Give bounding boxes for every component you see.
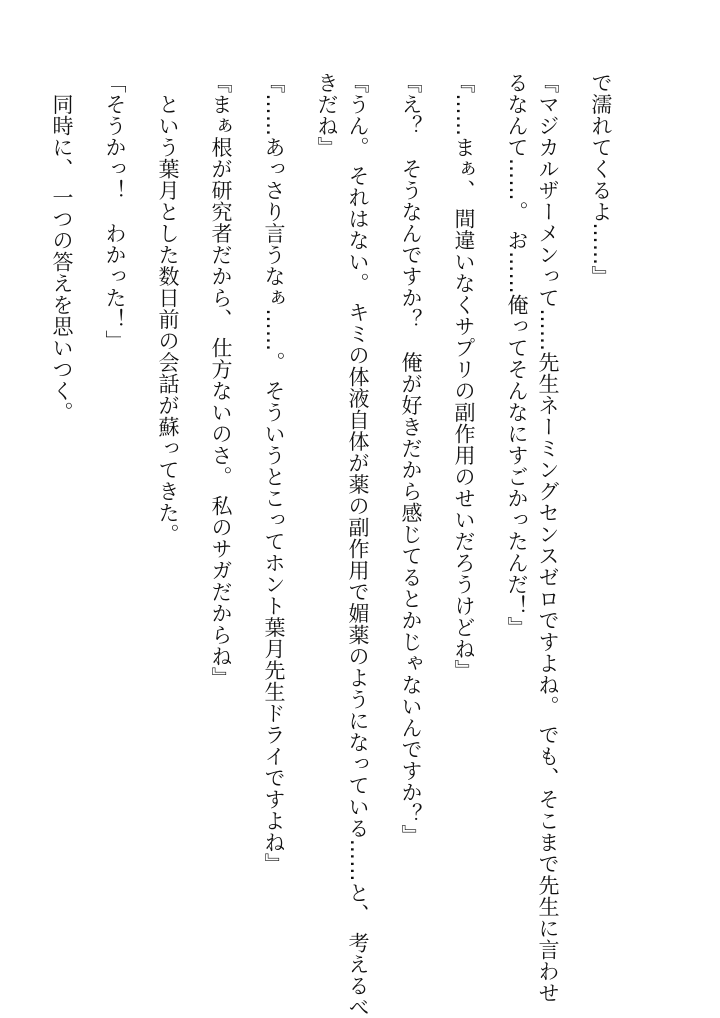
text-column: 『うん。 それはない。 キミの体液自体が薬の副作用で媚薬のようになっている……と、 考えるべ xyxy=(346,72,370,1018)
text-column: で濡れてくるよ……』 xyxy=(589,72,613,287)
vertical-text-body xyxy=(46,72,616,1018)
text-column: 『……まぁ、 間違いなくサプリの副作用のせいだろうけどね』 xyxy=(452,72,476,682)
text-column: 「そうかっ！ わかった！」 xyxy=(103,72,127,352)
text-column: るなんて……。 お……俺ってそんなにすごかったんだ！』 xyxy=(505,72,529,639)
text-column: 『マジカルザーメンって……先生ネーミングセンスゼロですよね。 でも、そこまで先生に言わせ xyxy=(536,72,560,1004)
text-column: 『……あっさり言うなぁ……。 そういうとこってホント葉月先生ドライですよね』 xyxy=(262,72,286,875)
text-column: 『まぁ根が研究者だから、 仕方ないのさ。 私のサガだからね』 xyxy=(209,72,233,689)
text-column: という葉月とした数日前の会話が蘇ってきた。 xyxy=(156,72,180,545)
text-column: 同時に、 一つの答えを思いつく。 xyxy=(50,72,74,424)
text-column: きだね』 xyxy=(315,72,339,158)
text-column: 『え？ そうなんですか？ 俺が好きだから感じてるとかじゃないんですか？』 xyxy=(399,72,423,846)
